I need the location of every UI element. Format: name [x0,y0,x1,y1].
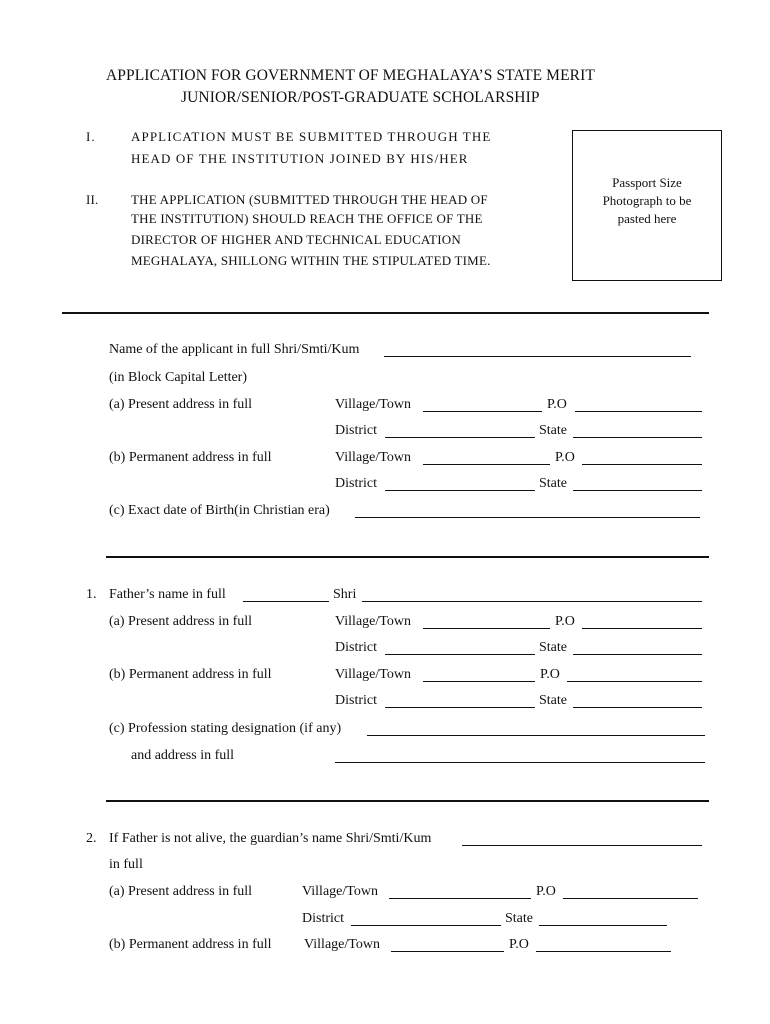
father-profession-label: (c) Profession stating designation (if any) [109,721,342,736]
district-label: District [335,476,377,491]
applicant-name-field[interactable] [384,356,691,357]
po-label: P.O [555,450,575,465]
father-profession-field[interactable] [367,735,705,736]
district-label: District [335,693,377,708]
father-permanent-district-field[interactable] [385,707,535,708]
father-permanent-state-field[interactable] [573,707,702,708]
form-title-line-1: APPLICATION FOR GOVERNMENT OF MEGHALAYA’S STATE MERIT [106,67,595,84]
father-permanent-address-label: (b) Permanent address in full [109,667,272,682]
section-divider [106,556,709,558]
applicant-name-label: Name of the applicant in full Shri/Smti/Kum [109,342,360,357]
date-of-birth-label: (c) Exact date of Birth(in Christian era) [109,503,330,518]
photo-box-line-2: Photograph to be [602,193,692,208]
block-capital-note: (in Block Capital Letter) [109,370,248,385]
district-label: District [302,911,344,926]
section-divider [62,312,709,314]
po-label: P.O [509,937,529,952]
date-of-birth-field[interactable] [355,517,700,518]
instruction-2-line-3: DIRECTOR OF HIGHER AND TECHNICAL EDUCATION [131,232,461,247]
photo-box-line-3: pasted here [617,211,677,226]
state-label: State [539,693,567,708]
instruction-1-numeral: I. [86,129,96,144]
instruction-2-line-2: THE INSTITUTION) SHOULD REACH THE OFFICE OF THE [131,211,483,226]
father-name-field[interactable] [362,601,702,602]
state-label: State [505,911,533,926]
father-profession-address-label: and address in full [131,748,235,763]
guardian-permanent-address-label: (b) Permanent address in full [109,937,272,952]
po-label: P.O [555,614,575,629]
father-present-village-field[interactable] [423,628,550,629]
guardian-name-field[interactable] [462,845,702,846]
guardian-permanent-village-field[interactable] [391,951,504,952]
father-profession-address-field[interactable] [335,762,705,763]
po-label: P.O [547,397,567,412]
guardian-present-district-field[interactable] [351,925,501,926]
instruction-2-numeral: II. [86,192,99,207]
applicant-permanent-district-field[interactable] [385,490,535,491]
instruction-2-line-4: MEGHALAYA, SHILLONG WITHIN THE STIPULATED TIME. [131,253,491,268]
applicant-present-po-field[interactable] [575,411,702,412]
section-divider [106,800,709,802]
passport-photo-box [572,130,722,281]
applicant-present-state-field[interactable] [573,437,702,438]
applicant-permanent-address-label: (b) Permanent address in full [109,450,272,465]
village-town-label: Village/Town [335,614,411,629]
guardian-name-label: If Father is not alive, the guardian’s name Shri/Smti/Kum [109,831,432,846]
applicant-permanent-village-field[interactable] [423,464,550,465]
father-present-po-field[interactable] [582,628,702,629]
village-town-label: Village/Town [304,937,380,952]
instruction-2-line-1: THE APPLICATION (SUBMITTED THROUGH THE HEAD OF [131,192,488,207]
guardian-section-number: 2. [86,831,97,846]
father-present-address-label: (a) Present address in full [109,614,253,629]
applicant-present-village-field[interactable] [423,411,542,412]
po-label: P.O [540,667,560,682]
district-label: District [335,423,377,438]
state-label: State [539,423,567,438]
village-town-label: Village/Town [302,884,378,899]
father-permanent-po-field[interactable] [567,681,702,682]
district-label: District [335,640,377,655]
applicant-permanent-state-field[interactable] [573,490,702,491]
father-permanent-village-field[interactable] [423,681,535,682]
village-town-label: Village/Town [335,397,411,412]
guardian-present-state-field[interactable] [539,925,667,926]
applicant-present-address-label: (a) Present address in full [109,397,253,412]
state-label: State [539,640,567,655]
father-present-state-field[interactable] [573,654,702,655]
guardian-present-po-field[interactable] [563,898,698,899]
guardian-present-village-field[interactable] [389,898,531,899]
instruction-1-line-1: APPLICATION MUST BE SUBMITTED THROUGH THE [131,129,492,144]
father-section-number: 1. [86,587,97,602]
village-town-label: Village/Town [335,667,411,682]
instruction-1-line-2: HEAD OF THE INSTITUTION JOINED BY HIS/HER [131,151,469,166]
form-title-line-2: JUNIOR/SENIOR/POST-GRADUATE SCHOLARSHIP [181,89,540,106]
applicant-present-district-field[interactable] [385,437,535,438]
guardian-present-address-label: (a) Present address in full [109,884,253,899]
state-label: State [539,476,567,491]
guardian-permanent-po-field[interactable] [536,951,671,952]
guardian-in-full-label: in full [109,857,143,872]
village-town-label: Village/Town [335,450,411,465]
father-name-label: Father’s name in full [109,587,226,602]
father-shri-label: Shri [333,587,357,602]
po-label: P.O [536,884,556,899]
father-name-prefix-field[interactable] [243,601,329,602]
photo-box-line-1: Passport Size [612,175,682,190]
father-present-district-field[interactable] [385,654,535,655]
applicant-permanent-po-field[interactable] [582,464,702,465]
